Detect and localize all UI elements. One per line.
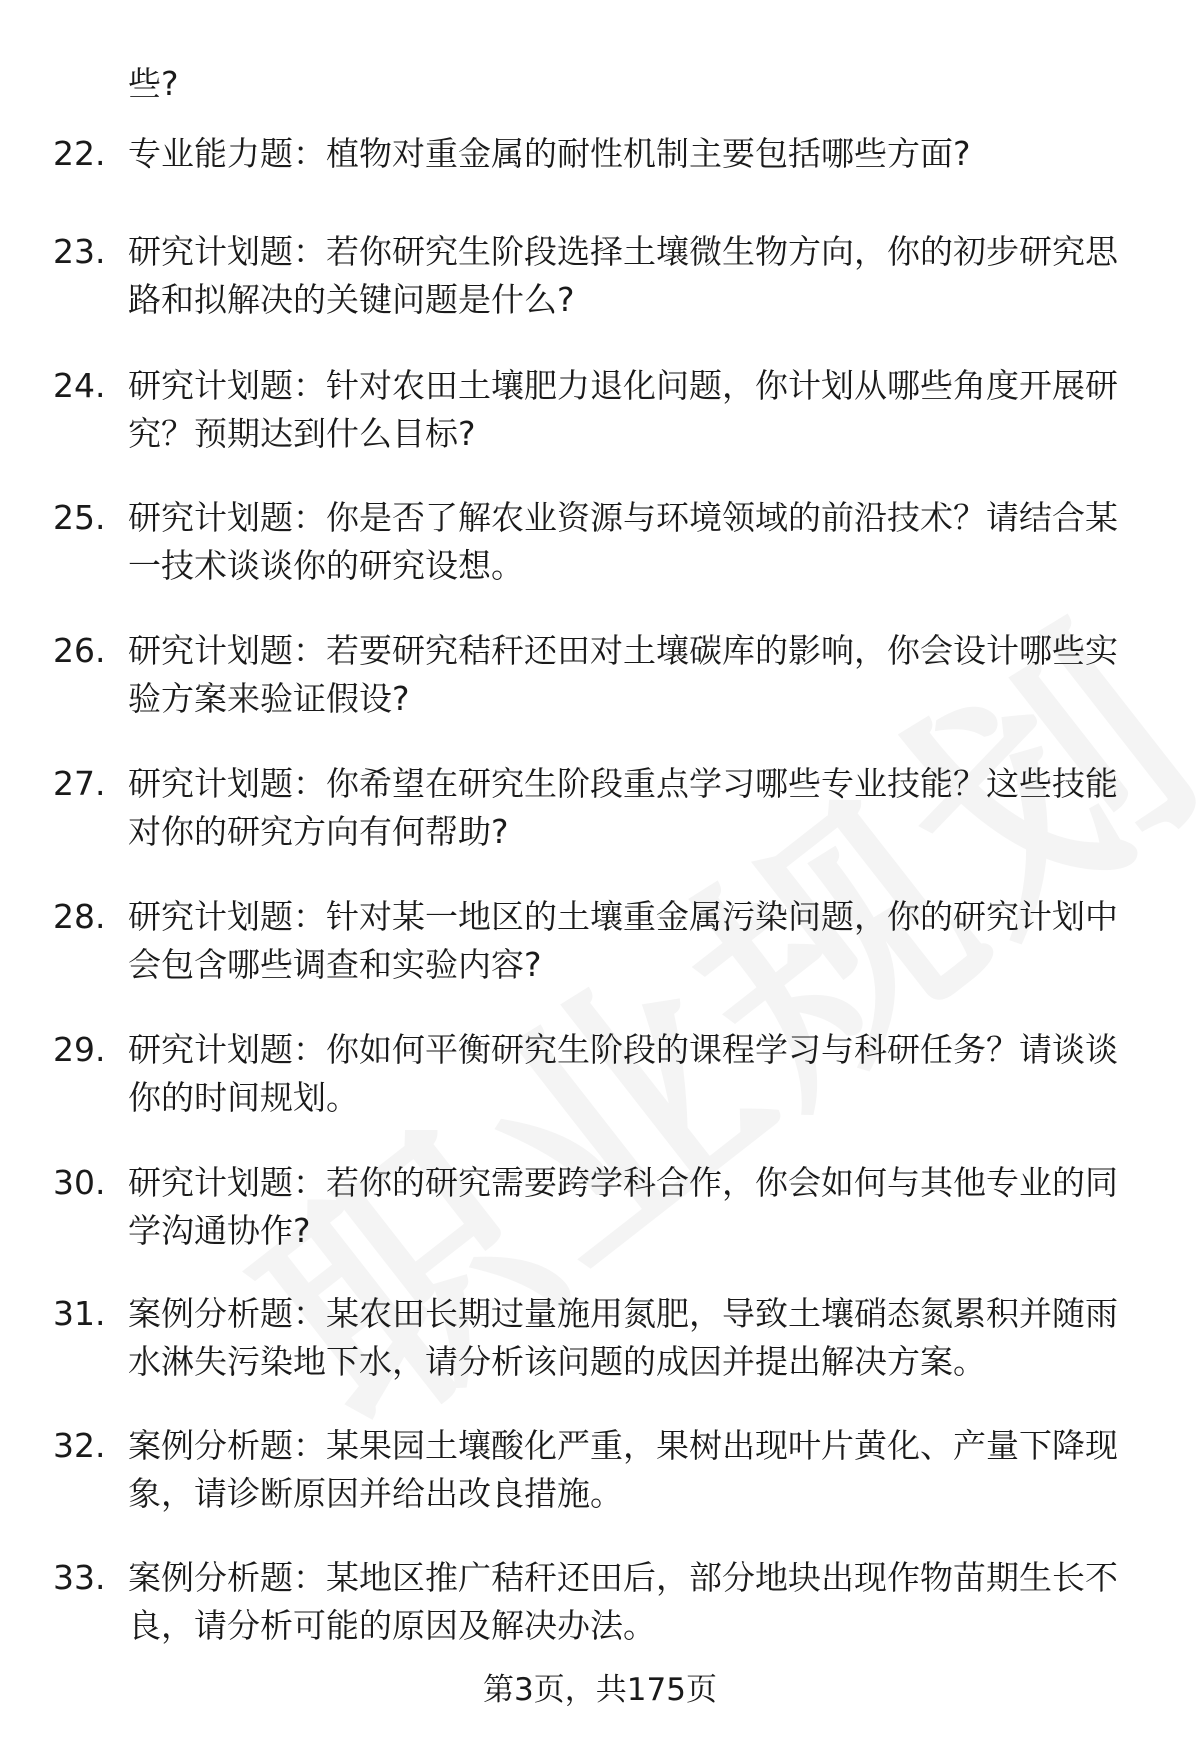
item-number: 33. <box>53 1558 106 1597</box>
item-number: 22. <box>53 134 106 173</box>
item-text: 研究计划题：若你研究生阶段选择土壤微生物方向，你的初步研究思路和拟解决的关键问题是什么? <box>128 232 1118 319</box>
item-text: 案例分析题：某地区推广秸秆还田后，部分地块出现作物苗期生长不良，请分析可能的原因及解决办法。 <box>128 1558 1118 1645</box>
item-text: 专业能力题：植物对重金属的耐性机制主要包括哪些方面? <box>128 134 971 173</box>
item-number: 25. <box>53 498 106 537</box>
item-text: 研究计划题：你如何平衡研究生阶段的课程学习与科研任务？请谈谈你的时间规划。 <box>128 1030 1118 1117</box>
item-number: 28. <box>53 897 106 936</box>
item-text: 研究计划题：针对农田土壤肥力退化问题，你计划从哪些角度开展研究？预期达到什么目标? <box>128 366 1118 453</box>
item-number: 29. <box>53 1030 106 1069</box>
item-number: 26. <box>53 631 106 670</box>
item-text: 案例分析题：某农田长期过量施用氮肥，导致土壤硝态氮累积并随雨水淋失污染地下水，请分析该问题的成因并提出解决方案。 <box>128 1294 1118 1381</box>
item-number: 27. <box>53 764 106 803</box>
item-text: 研究计划题：你是否了解农业资源与环境领域的前沿技术？请结合某一技术谈谈你的研究设想。 <box>128 498 1118 585</box>
item-number: 24. <box>53 366 106 405</box>
item-text: 研究计划题：针对某一地区的土壤重金属污染问题，你的研究计划中会包含哪些调查和实验内容? <box>128 897 1118 984</box>
item-text: 研究计划题：若要研究秸秆还田对土壤碳库的影响，你会设计哪些实验方案来验证假设? <box>128 631 1118 718</box>
item-number: 30. <box>53 1163 106 1202</box>
item-number: 23. <box>53 232 106 271</box>
item-number: 31. <box>53 1294 106 1333</box>
item-text: 案例分析题：某果园土壤酸化严重，果树出现叶片黄化、产量下降现象，请诊断原因并给出改良措施。 <box>128 1426 1118 1513</box>
item-text: 研究计划题：你希望在研究生阶段重点学习哪些专业技能？这些技能对你的研究方向有何帮助? <box>128 764 1118 851</box>
item-text: 研究计划题：若你的研究需要跨学科合作，你会如何与其他专业的同学沟通协作? <box>128 1163 1118 1250</box>
item-number: 32. <box>53 1426 106 1465</box>
continuation-text: 些? <box>128 64 179 103</box>
page-footer: 第3页，共175页 <box>483 1672 717 1708</box>
